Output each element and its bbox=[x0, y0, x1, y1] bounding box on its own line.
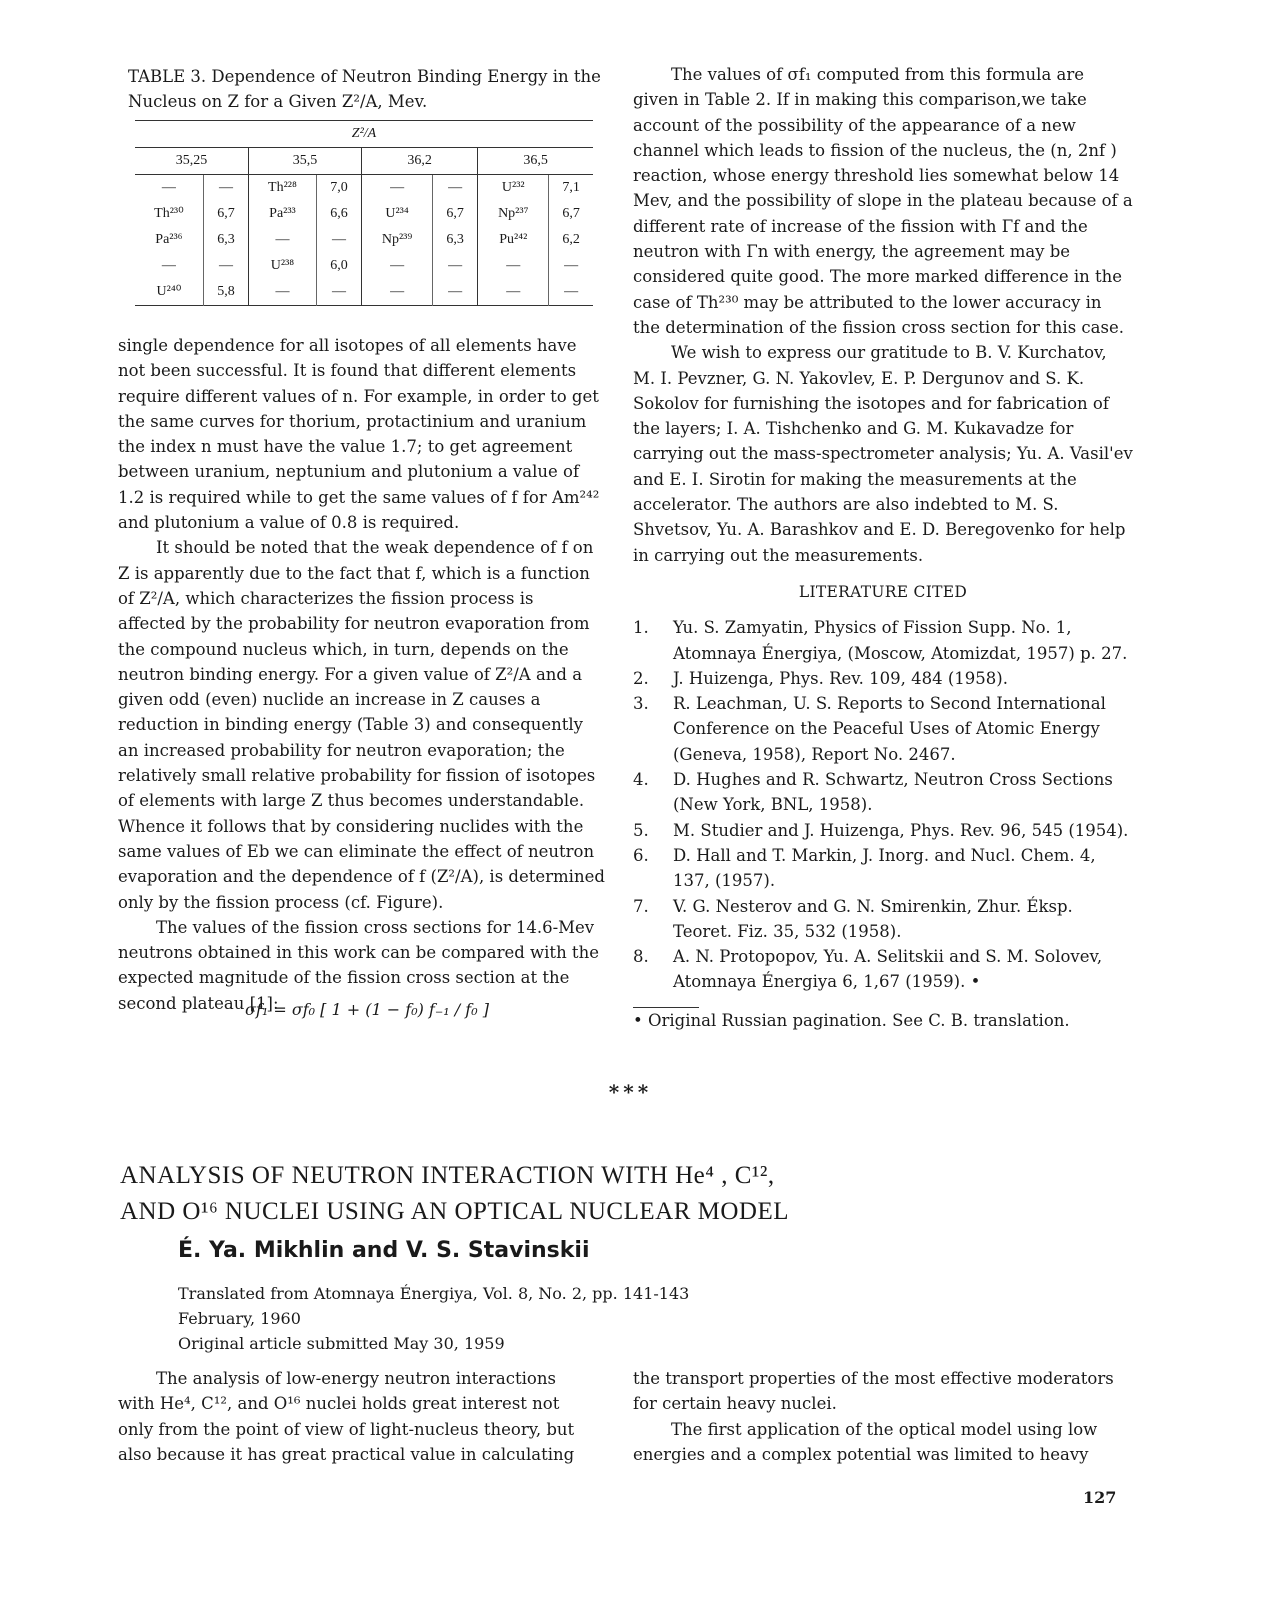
table-cell: — bbox=[135, 253, 203, 279]
reference-text: M. Studier and J. Huizenga, Phys. Rev. 96, 545 (1954). bbox=[673, 820, 1129, 840]
reference-number: 4. bbox=[633, 770, 649, 790]
reference-text: R. Leachman, U. S. Reports to Second International Conference on the Peaceful Uses of Atomic Energy (Geneva, 1958), Report No. 2467. bbox=[673, 694, 1106, 764]
table-cell: 6,6 bbox=[316, 201, 361, 227]
table3-caption-line1: TABLE 3. Dependence of Neutron Binding Energy in the bbox=[128, 67, 601, 86]
table-row bbox=[135, 253, 593, 279]
table3-group: 36,5 bbox=[478, 148, 593, 175]
reference-number: 1. bbox=[633, 618, 649, 638]
table-cell: Pu²⁴² bbox=[478, 227, 549, 253]
literature-heading: LITERATURE CITED bbox=[798, 582, 968, 601]
table3-group: 36,2 bbox=[362, 148, 478, 175]
reference-text: Yu. S. Zamyatin, Physics of Fission Supp. No. 1, Atomnaya Énergiya, (Moscow, Atomizdat, 1957) p. 27. bbox=[673, 618, 1128, 663]
article-left-column bbox=[118, 1366, 593, 1467]
reference-item bbox=[633, 843, 1133, 894]
table-cell: U²³² bbox=[478, 175, 549, 202]
table-row bbox=[135, 227, 593, 253]
table-cell: — bbox=[362, 253, 433, 279]
table-cell: — bbox=[135, 175, 203, 202]
table-cell: 6,0 bbox=[316, 253, 361, 279]
table-cell: Th²³⁰ bbox=[135, 201, 203, 227]
table-cell: — bbox=[478, 253, 549, 279]
article-title bbox=[120, 1158, 789, 1230]
submission-date: Original article submitted May 30, 1959 bbox=[178, 1334, 505, 1353]
table-row bbox=[135, 201, 593, 227]
table-cell: 5,8 bbox=[203, 279, 248, 306]
table-cell: — bbox=[362, 279, 433, 306]
article-authors: É. Ya. Mikhlin and V. S. Stavinskii bbox=[178, 1238, 590, 1263]
table-cell: 6,7 bbox=[433, 201, 478, 227]
article-right-paragraph-1: the transport properties of the most effective moderators for certain heavy nuclei. bbox=[633, 1369, 1114, 1414]
table-cell: Pa²³⁶ bbox=[135, 227, 203, 253]
table-cell: U²³⁴ bbox=[362, 201, 433, 227]
left-paragraph-2: It should be noted that the weak dependence of f on Z is apparently due to the fact that f, which is a function of Z²/A, which characterizes the fission process is affected by the probability for neutron evaporation from the compound nucleus which, in turn, depends on the neutron binding energy. For a given value of Z²/A and a given odd (even) nuclide an increase in Z causes a reduction in binding energy (Table 3) and consequently an increased probability for neutron evaporation; the relatively small relative probability for fission of isotopes of elements with large Z thus becomes understandable. Whence it follows that by considering nuclides with the same values of Eb we can eliminate the effect of neutron evaporation and the dependence of f (Z²/A), is determined only by the fission process (cf. Figure). bbox=[118, 538, 605, 912]
table-cell: 6,2 bbox=[562, 232, 580, 247]
table-cell: — bbox=[249, 227, 317, 253]
table-cell: — bbox=[478, 279, 549, 306]
reference-number: 3. bbox=[633, 694, 649, 714]
table-cell: — bbox=[316, 279, 361, 306]
table-cell: — bbox=[564, 258, 579, 273]
reference-text: V. G. Nesterov and G. N. Smirenkin, Zhur. Éksp. Teoret. Fiz. 35, 532 (1958). bbox=[673, 896, 1073, 941]
table-cell: U²⁴⁰ bbox=[135, 279, 203, 306]
reference-text: D. Hughes and R. Schwartz, Neutron Cross Sections (New York, BNL, 1958). bbox=[673, 770, 1113, 815]
table3-group: 35,25 bbox=[135, 148, 249, 175]
page-number: 127 bbox=[1083, 1488, 1117, 1507]
article-right-paragraph-2: The first application of the optical model using low energies and a complex potential was limited to heavy bbox=[633, 1419, 1098, 1464]
table-cell: — bbox=[249, 279, 317, 306]
reference-item bbox=[633, 894, 1133, 945]
right-column bbox=[633, 62, 1133, 1033]
right-paragraph-1: The values of σf₁ computed from this formula are given in Table 2. If in making this comparison,we take account of the possibility of the appearance of a new channel which leads to fission of the nucleus, the (n, 2nf ) reaction, whose energy threshold lies somewhat below 14 Mev, and the possibility of slope in the plateau because of a different rate of increase of the fission with Γf and the neutron with Γn with energy, the agreement may be considered quite good. The more marked difference in the case of Th²³⁰ may be attributed to the lower accuracy in the determination of the fission cross section for this case. bbox=[633, 65, 1133, 337]
reference-number: 6. bbox=[633, 845, 649, 865]
footnote: • Original Russian pagination. See C. B. translation. bbox=[633, 1010, 1070, 1030]
table-row bbox=[135, 279, 593, 306]
reference-text: J. Huizenga, Phys. Rev. 109, 484 (1958). bbox=[673, 668, 1008, 688]
article-source-info bbox=[178, 1281, 689, 1356]
table-cell: 6,7 bbox=[203, 201, 248, 227]
reference-text: D. Hall and T. Markin, J. Inorg. and Nucl. Chem. 4, 137, (1957). bbox=[673, 845, 1096, 891]
reference-number: 7. bbox=[633, 896, 649, 916]
section-separator: *** bbox=[608, 1080, 653, 1104]
reference-text: A. N. Protopopov, Yu. A. Selitskii and S. M. Solovev, Atomnaya Énergiya 6, 1,67 (1959). • bbox=[673, 947, 1103, 992]
table3-group: 35,5 bbox=[249, 148, 362, 175]
fission-formula: σf₁ = σf₀ [ 1 + (1 − f₀) f₋₁ / f₀ ] bbox=[245, 1000, 489, 1019]
table-cell: — bbox=[362, 175, 433, 202]
publication-date: February, 1960 bbox=[178, 1309, 301, 1328]
table-cell: — bbox=[203, 253, 248, 279]
article-left-paragraph: The analysis of low-energy neutron interactions with He⁴, C¹², and O¹⁶ nuclei holds great interest not only from the point of view of light-nucleus theory, but also because it has great practical value in calculating bbox=[118, 1369, 575, 1464]
table-cell: — bbox=[433, 175, 478, 202]
table-cell: — bbox=[316, 227, 361, 253]
table-cell: — bbox=[433, 253, 478, 279]
table-cell: Np²³⁹ bbox=[362, 227, 433, 253]
reference-number: 2. bbox=[633, 668, 649, 688]
table-cell: 6,3 bbox=[203, 227, 248, 253]
left-column bbox=[118, 333, 606, 1016]
table-cell: 7,0 bbox=[316, 175, 361, 202]
table-cell: 6,7 bbox=[562, 206, 580, 221]
table-cell: — bbox=[564, 284, 579, 299]
table3 bbox=[135, 120, 593, 306]
table3-caption bbox=[128, 64, 618, 114]
left-paragraph-1: single dependence for all isotopes of all elements have not been successful. It is found that different elements require different values of n. For example, in order to get the same curves for thorium, protactinium and uranium the index n must have the value 1.7; to get agreement between uranium, neptunium and plutonium a value of 1.2 is required while to get the same values of f for Am²⁴² and plutonium a value of 0.8 is required. bbox=[118, 336, 600, 533]
reference-number: 8. bbox=[633, 947, 649, 967]
table-cell: 6,3 bbox=[433, 227, 478, 253]
reference-item bbox=[633, 944, 1133, 995]
article-title-line2: AND O¹⁶ NUCLEI USING AN OPTICAL NUCLEAR MODEL bbox=[120, 1198, 790, 1225]
article-right-column bbox=[633, 1366, 1123, 1467]
table-cell: U²³⁸ bbox=[249, 253, 317, 279]
table-cell: 7,1 bbox=[562, 180, 580, 195]
article-title-line1: ANALYSIS OF NEUTRON INTERACTION WITH He⁴ , C¹², bbox=[120, 1162, 775, 1189]
reference-item bbox=[633, 666, 1133, 691]
table-row bbox=[135, 175, 593, 202]
table3-caption-line2: Nucleus on Z for a Given Z²/A, Mev. bbox=[128, 92, 428, 111]
reference-item bbox=[633, 818, 1133, 843]
table-cell: Pa²³³ bbox=[249, 201, 317, 227]
translated-from: Translated from Atomnaya Énergiya, Vol. 8, No. 2, pp. 141-143 bbox=[178, 1284, 690, 1303]
reference-item bbox=[633, 691, 1133, 767]
table-cell: Th²²⁸ bbox=[249, 175, 317, 202]
table-cell: — bbox=[203, 175, 248, 202]
left-paragraph-3: The values of the fission cross sections for 14.6-Mev neutrons obtained in this work can be compared with the expected magnitude of the fission cross section at the second plateau [1]: bbox=[118, 917, 599, 1013]
table-cell: Np²³⁷ bbox=[478, 201, 549, 227]
reference-item bbox=[633, 615, 1133, 666]
reference-item bbox=[633, 767, 1133, 818]
table3-header: Z²/A bbox=[135, 121, 593, 148]
table-cell: — bbox=[433, 279, 478, 306]
right-paragraph-2: We wish to express our gratitude to B. V. Kurchatov, M. I. Pevzner, G. N. Yakovlev, E. P. Dergunov and S. K. Sokolov for furnishing the isotopes and for fabrication of the layers; I. A. Tishchenko and G. M. Kukavadze for carrying out the mass-spectrometer analysis; Yu. A. Vasil'ev and E. I. Sirotin for making the measurements at the accelerator. The authors are also indebted to M. S. Shvetsov, Yu. A. Barashkov and E. D. Beregovenko for help in carrying out the measurements. bbox=[633, 343, 1133, 565]
reference-number: 5. bbox=[633, 820, 649, 840]
